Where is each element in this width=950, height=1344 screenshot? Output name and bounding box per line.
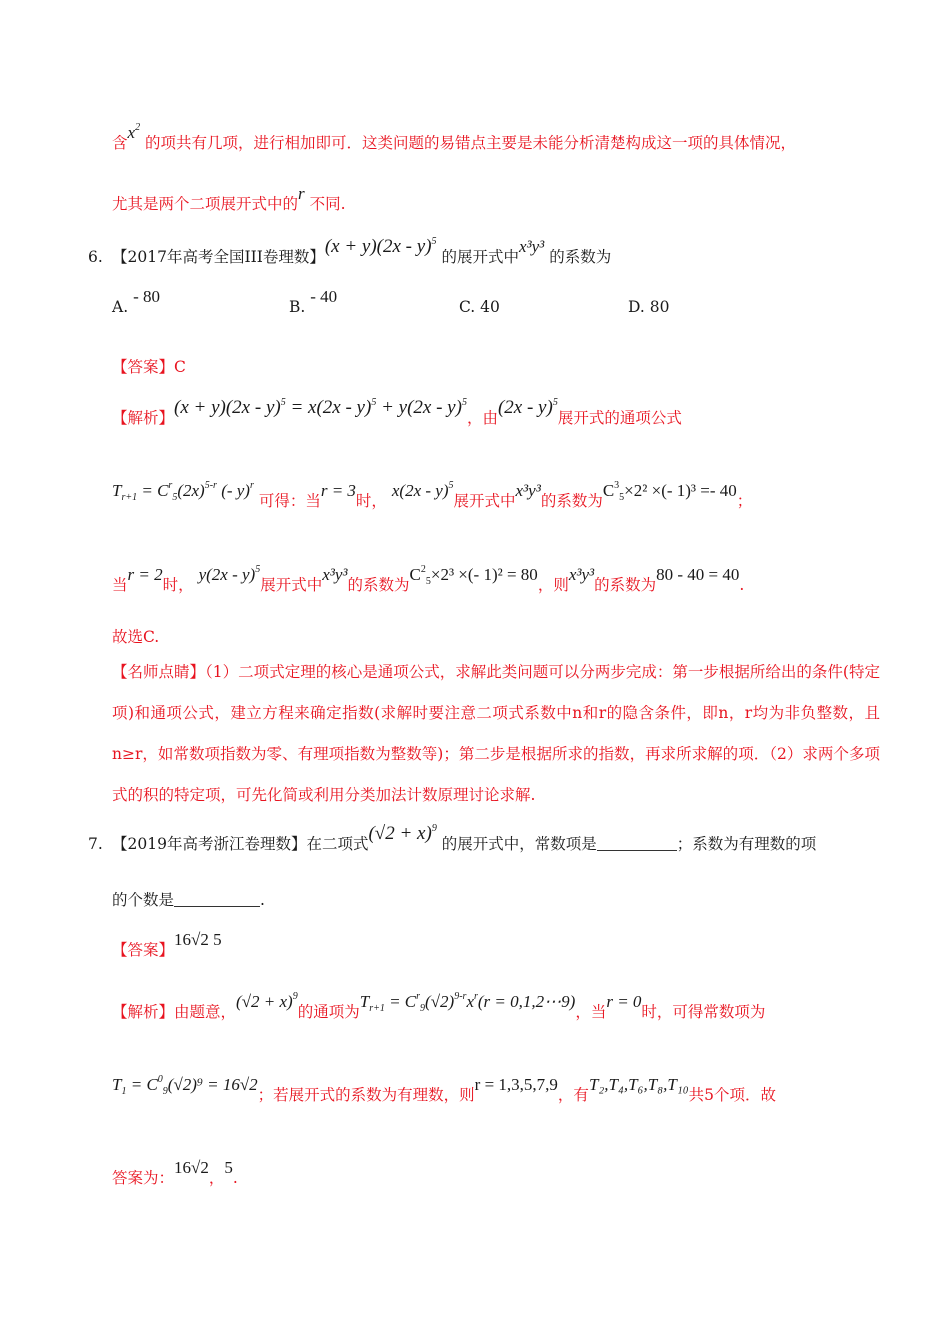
question-6-analysis-line-2: $T_{r+1} = C^r_5(2x)^{5-r}$ (- y)$^r$ 可得：当r = 3时， x(2x - y)$^5$展开式中x³y³的系数为$C^3_5\times 2^2$ ×(- 1)³ =- 40；: [112, 480, 753, 510]
question-7-analysis-line-3: 答案为：16√2，5.: [112, 1158, 238, 1187]
question-6-options: [112, 287, 880, 320]
math-coef-r2: $C^2_5\times 2^3$ ×(- 1)² = 80: [409, 564, 538, 587]
math-t1: $T_1 = C^0_9(√2)^9 = 16√2$: [112, 1074, 258, 1097]
continuation-line-1: 含$x^2$ 的项共有几项，进行相加即可．这类问题的易错点主要是未能分析清楚构成这一项的具体情况，: [112, 122, 797, 152]
math-expression: (x + y)(2x - y)$^5$: [324, 236, 437, 257]
question-source: 【2019年高考浙江卷理数】: [112, 835, 307, 853]
math-binomial-sqrt2: $(√2 + x)^9$: [368, 823, 437, 844]
question-7-stem-line-1: 7. 【2019年高考浙江卷理数】在二项式$(√2 + x)^9$ 的展开式中，常数项是 ；系数为有理数的项: [88, 823, 817, 853]
question-7-stem-line-2: 的个数是 .: [112, 891, 265, 909]
continuation-line-2: 尤其是两个二项展开式中的r 不同.: [112, 184, 346, 213]
question-6-stem: 6. 【2017年高考全国III卷理数】(x + y)(2x - y)$^5$ 的展开式中x³y³ 的系数为: [88, 236, 612, 266]
math-expansion: (x + y)(2x - y)$^5$ = x(2x - y)$^5$ + y(2x - y)$^5$: [174, 397, 467, 418]
option-a[interactable]: A. - 80: [112, 287, 160, 316]
question-7-analysis-line-1: 【解析】由题意，$(√2 + x)^9$的通项为$T_{r+1} = C^r_9(√2)^{9-r}x^r(r$ = 0,1,2⋯9)，当r = 0时，可得常数项为: [112, 991, 766, 1021]
math-coef-r3: $C^3_5\times 2^2$ ×(- 1)³ =- 40: [602, 480, 737, 503]
option-b[interactable]: B. - 40: [289, 287, 338, 316]
question-6-analysis-line-1: 【解析】(x + y)(2x - y)$^5$ = x(2x - y)$^5$ + y(2x - y)$^5$，由(2x - y)$^5$展开式的通项公式: [112, 397, 682, 427]
math-x3y3: x³y³: [518, 237, 545, 256]
math-x-squared: $x^2$: [127, 122, 141, 142]
math-general-term-q7: $T_{r+1} = C^r_9(√2)^{9-r}x^r(r$ = 0,1,2⋯9): [359, 991, 576, 1014]
question-6-tip: 【名师点睛】（1）二项式定理的核心是通项公式，求解此类问题可以分两步完成：第一步根据所给出的条件(特定项)和通项公式，建立方程来确定指数(求解时要注意二项式系数中n和r的隐含条件，即n，r均为非负整数，且n≥r，如常数项指数为零、有理项指数为整数等)；第二步是根据所求的指数，再求所求解的项．（2）求两个多项式的积的特定项，可先化简或利用分类加法计数原理讨论求解.: [112, 663, 880, 804]
math-binomial: (2x - y)$^5$: [497, 397, 558, 418]
option-c[interactable]: C. 40: [459, 298, 500, 316]
math-general-term: $T_{r+1} = C^r_5(2x)^{5-r}$ (- y)$^r$: [112, 480, 254, 503]
question-6-answer: 【答案】C: [112, 358, 186, 376]
answer-blank-2[interactable]: [174, 892, 260, 907]
answer-blank-1[interactable]: [597, 836, 677, 851]
math-r: r: [298, 184, 305, 203]
question-7-answer: 【答案】16√2 5: [112, 930, 222, 959]
option-d[interactable]: D. 80: [628, 298, 670, 316]
question-6-conclusion: 故选C.: [112, 628, 160, 646]
question-6-analysis-line-3: 当r = 2时， y(2x - y)$^5$展开式中x³y³的系数为$C^2_5\times 2^3$ ×(- 1)² = 80，则x³y³的系数为80 - 40 = 40.: [112, 564, 745, 594]
question-7-analysis-line-2: $T_1 = C^0_9(√2)^9 = 16√2$；若展开式的系数为有理数，则r = 1,3,5,7,9，有T₂,T₄,T₆,T₈,T₁₀共5个项．故: [112, 1074, 777, 1104]
question-source: 【2017年高考全国III卷理数】: [112, 248, 325, 266]
